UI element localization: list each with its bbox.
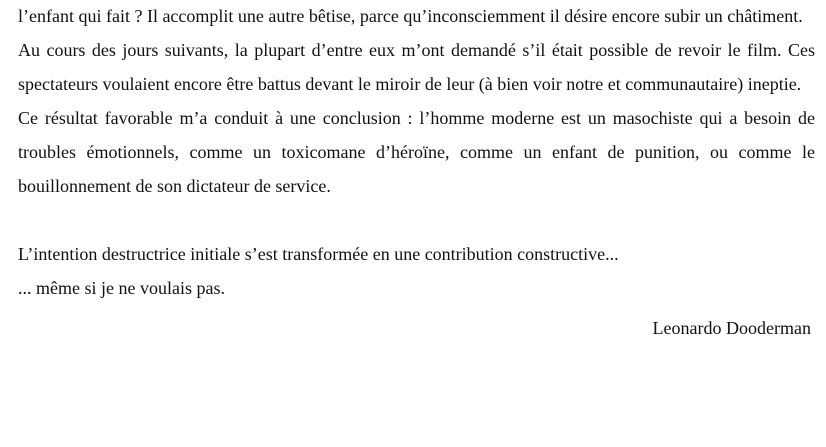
paragraph-spacer: [18, 203, 815, 237]
closing-line-2: ... même si je ne voulais pas.: [18, 278, 225, 298]
paragraph-2: Au cours des jours suivants, la plupart d’entre eux m’ont demandé s’il était possible de revoir le film. Ces spectateurs voulaient encore être battus devant le miroir de leur (à bien voir notre et communautaire) ineptie.: [18, 40, 815, 94]
author-signature: Leonardo Dooderman: [652, 318, 811, 338]
paragraph-3: Ce résultat favorable m’a conduit à une conclusion : l’homme moderne est un masochiste qui a besoin de troubles émotionnels, comme un toxicomane d’héroïne, comme un enfant de punition, ou comme le bouillonnement de son dictateur de service.: [18, 108, 815, 196]
document-page: [18, 0, 815, 345]
paragraph-1: l’enfant qui fait ? Il accomplit une autre bêtise, parce qu’inconsciemment il désire encore subir un châtiment.: [18, 6, 803, 26]
closing-line-1: L’intention destructrice initiale s’est transformée en une contribution constructive...: [18, 244, 619, 264]
